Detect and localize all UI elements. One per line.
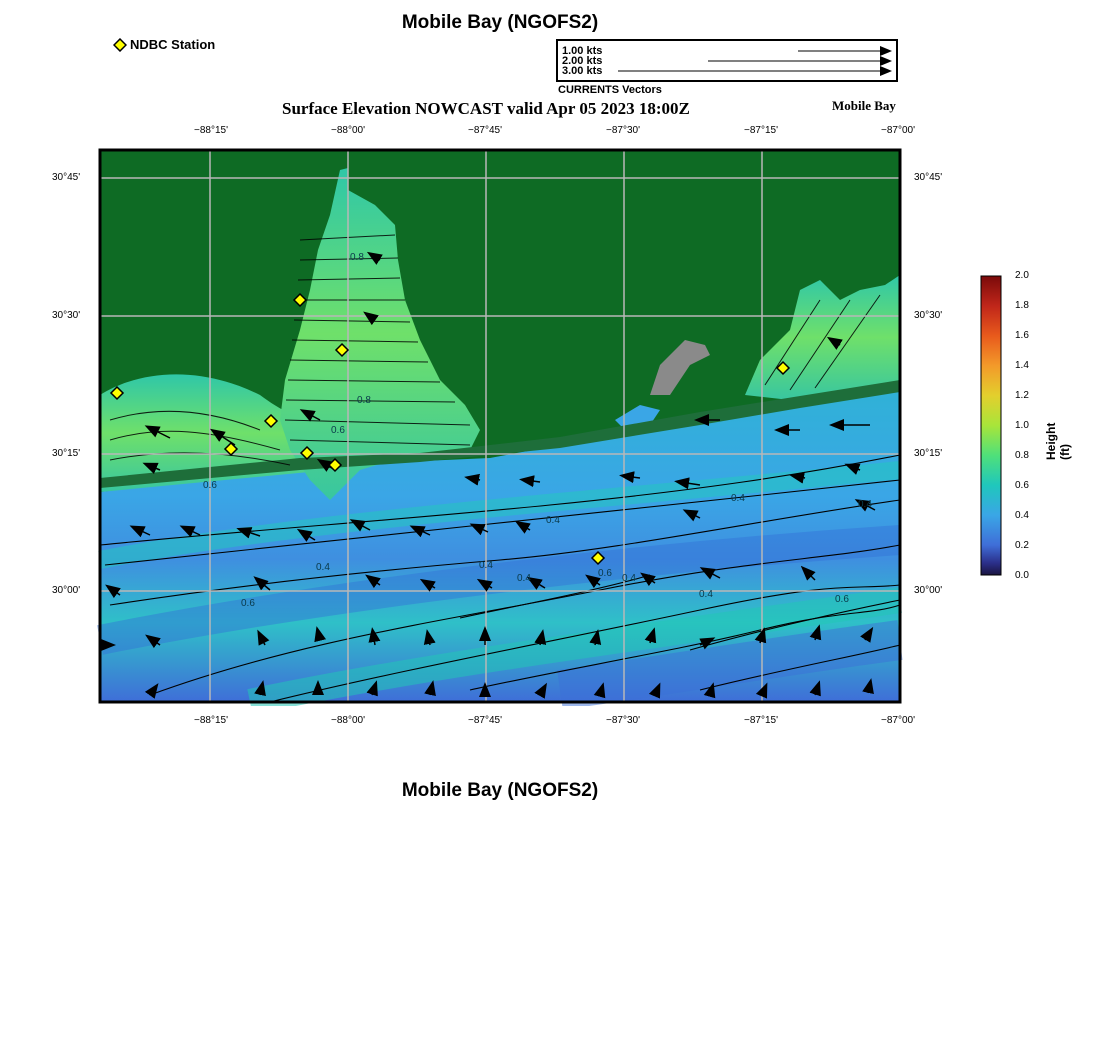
contour-label: 0.8 [357,395,371,406]
map-canvas [96,146,906,706]
contour-label: 0.6 [835,594,849,605]
vector-key-row-2: 2.00 kts [562,55,603,67]
lon-tick-bottom: −87°45' [468,715,502,726]
lon-tick-bottom: −87°30' [606,715,640,726]
contour-label: 0.4 [622,573,636,584]
contour-label: 0.4 [731,493,745,504]
colorbar-tick: 2.0 [1015,270,1029,281]
station-legend [113,37,215,52]
lat-tick-right: 30°30' [914,310,943,321]
lon-tick-top: −87°15' [744,125,778,136]
chart-title: Mobile Bay (NGOFS2) [401,12,599,33]
contour-label: 0.4 [479,560,493,571]
contour-label: 0.4 [858,499,872,510]
contour-label: 0.6 [598,568,612,579]
colorbar-title: Height (ft) [1044,422,1072,460]
contour-label: 0.6 [331,425,345,436]
map-subtitle: Surface Elevation NOWCAST valid Apr 05 2023 18:00Z [282,99,690,118]
colorbar-tick: 1.2 [1015,390,1029,401]
colorbar-tick: 1.4 [1015,360,1029,371]
vector-key-caption: CURRENTS Vectors [558,84,662,96]
contour-label: 0.4 [316,562,330,573]
lat-tick-right: 30°00' [914,585,943,596]
footer-title: Mobile Bay (NGOFS2) [401,780,599,801]
lat-tick-right: 30°45' [914,172,943,183]
lat-tick-left: 30°00' [52,585,81,596]
vector-key [556,39,898,82]
lon-tick-bottom: −88°15' [194,715,228,726]
lat-tick-left: 30°30' [52,310,81,321]
lon-tick-top: −88°00' [331,125,365,136]
lon-tick-bottom: −87°00' [881,715,915,726]
contour-label: 0.4 [546,515,560,526]
region-label: Mobile Bay [832,98,896,113]
contour-label: 0.4 [517,573,531,584]
lat-tick-left: 30°15' [52,448,81,459]
colorbar-tick: 1.8 [1015,300,1029,311]
colorbar-tick: 0.2 [1015,540,1029,551]
contour-label: 0.4 [699,589,713,600]
contour-label: 0.8 [350,252,364,263]
colorbar-tick: 1.6 [1015,330,1029,341]
colorbar-tick: 0.4 [1015,510,1029,521]
colorbar-tick: 0.0 [1015,570,1029,581]
vector-key-arrows [558,41,896,80]
station-diamond-icon [113,38,127,52]
contour-label: 0.6 [241,598,255,609]
contour-label: 0.6 [203,480,217,491]
lon-tick-bottom: −87°15' [744,715,778,726]
lon-tick-top: −87°45' [468,125,502,136]
colorbar-gradient [980,275,1002,576]
vector-key-row-3: 3.00 kts [562,65,603,77]
colorbar-tick: 0.6 [1015,480,1029,491]
vector-key-row-1: 1.00 kts [562,45,603,57]
lon-tick-top: −87°00' [881,125,915,136]
lat-tick-left: 30°45' [52,172,81,183]
lon-tick-top: −88°15' [194,125,228,136]
colorbar-tick: 0.8 [1015,450,1029,461]
colorbar [980,275,1002,576]
lon-tick-top: −87°30' [606,125,640,136]
lon-tick-bottom: −88°00' [331,715,365,726]
station-legend-label: NDBC Station [130,37,216,52]
lat-tick-right: 30°15' [914,448,943,459]
colorbar-tick: 1.0 [1015,420,1029,431]
